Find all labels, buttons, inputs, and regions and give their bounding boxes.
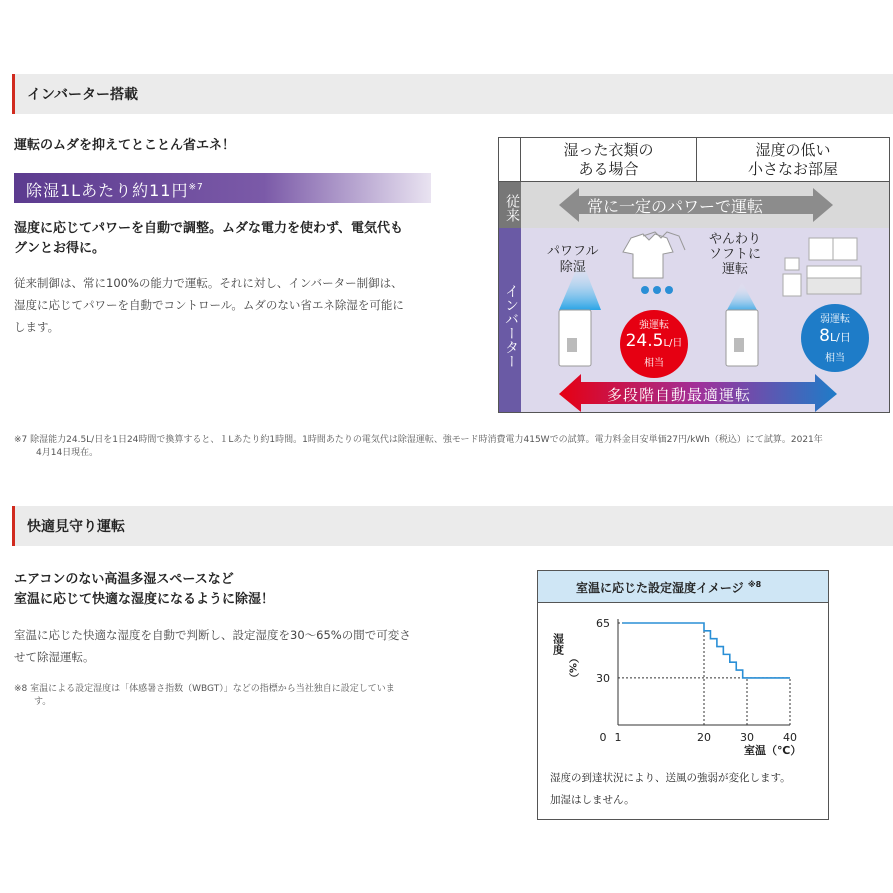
y-axis-unit: （%） xyxy=(566,653,578,684)
x-tick-label: 20 xyxy=(697,731,711,744)
x-tick-label: 0 xyxy=(599,731,607,744)
comfort-body: 室温に応じた快適な湿度を自動で判断し、設定湿度を30～65%の間で可変さ せて除湿運転。 xyxy=(14,628,411,664)
footnote-7: ※7 除湿能力24.5L/日を1日24時間で換算すると、１Lあたり約1時間。1時間あたりの電気代は除湿運転、強モード時消費電力415Wでの試算。電力料金目安単価27円/kWh（税込）にて試算。2021年 4月14日現在。 xyxy=(14,435,823,458)
x-tick-label: 40 xyxy=(783,731,797,744)
y-tick-label: 65 xyxy=(596,617,610,630)
inverter-diagram xyxy=(498,137,890,413)
chart-title-bar xyxy=(538,571,828,603)
humidity-chart xyxy=(537,570,829,820)
soft-air-flow xyxy=(727,282,757,310)
soft-caption: やんわり ソフトに 運転 xyxy=(709,232,762,277)
row-inverter xyxy=(521,228,889,412)
inverter-body: 従来制御は、常に100%の能力で運転。それに対し、インバーター制御は、 湿度に応じてパワーを自動でコントロール。ムダのない省エネ除湿を可能に します。 xyxy=(14,276,404,334)
diagram-col-humid-clothes: 湿った衣類の ある場合 xyxy=(521,138,697,182)
row-conventional-label: 従来 xyxy=(499,182,521,228)
cost-band xyxy=(14,173,431,203)
humidity-line xyxy=(622,623,790,678)
strong-mode-text: 強運転 24.5L/日 相当 xyxy=(625,320,683,369)
cost-band-footnote: ※7 xyxy=(188,182,204,193)
inverter-lead: 運転のムダを抑えてとことん省エネ！ xyxy=(14,138,236,153)
section-header-inverter xyxy=(12,74,893,114)
section-title: インバーター搭載 xyxy=(27,87,139,103)
inverter-sub-lead: 湿度に応じてパワーを自動で調整。ムダな電力を使わず、電気代も グンとお得に。 xyxy=(14,221,403,256)
row-conventional xyxy=(521,182,889,228)
section-title: 快適見守り運転 xyxy=(27,519,125,535)
comfort-lead: エアコンのない高温多湿スペースなど 室温に応じて快適な湿度になるように除湿！ xyxy=(14,572,275,607)
powerful-caption: パワフル 除湿 xyxy=(547,244,599,275)
lamp-icon xyxy=(785,258,799,270)
footnote-8: ※8 室温による設定湿度は「体感暑さ指数（WBGT）」などの指標から当社独自に設定していま す。 xyxy=(14,684,395,707)
diagram-col-small-room: 湿度の低い 小さなお部屋 xyxy=(697,138,889,182)
x-axis-label: 室温（℃） xyxy=(744,744,802,757)
x-tick-label: 30 xyxy=(740,731,754,744)
row-inverter-label: インバーター xyxy=(499,228,521,412)
x-tick-label: 1 xyxy=(614,731,622,744)
weak-mode-text: 弱運転 8L/日 相当 xyxy=(819,314,851,364)
y-axis-label: 湿度 xyxy=(551,633,565,655)
y-tick-label: 30 xyxy=(596,671,610,685)
cost-band-text: 除湿1Lあたり約11円$^{※7}$ xyxy=(26,181,204,200)
chart-caption: 湿度の到達状況により、送風の強弱が変化します。 加湿はしません。 xyxy=(550,772,791,806)
constant-power-arrow-label: 常に一定のパワーで運転 xyxy=(587,197,764,216)
chart-title: 室温に応じた設定湿度イメージ $^{※8}$ xyxy=(576,580,762,595)
multi-stage-arrow-label: 多段階自動最適運転 xyxy=(607,386,752,404)
shirt-icon xyxy=(623,234,673,278)
section-header-comfort xyxy=(12,506,893,546)
